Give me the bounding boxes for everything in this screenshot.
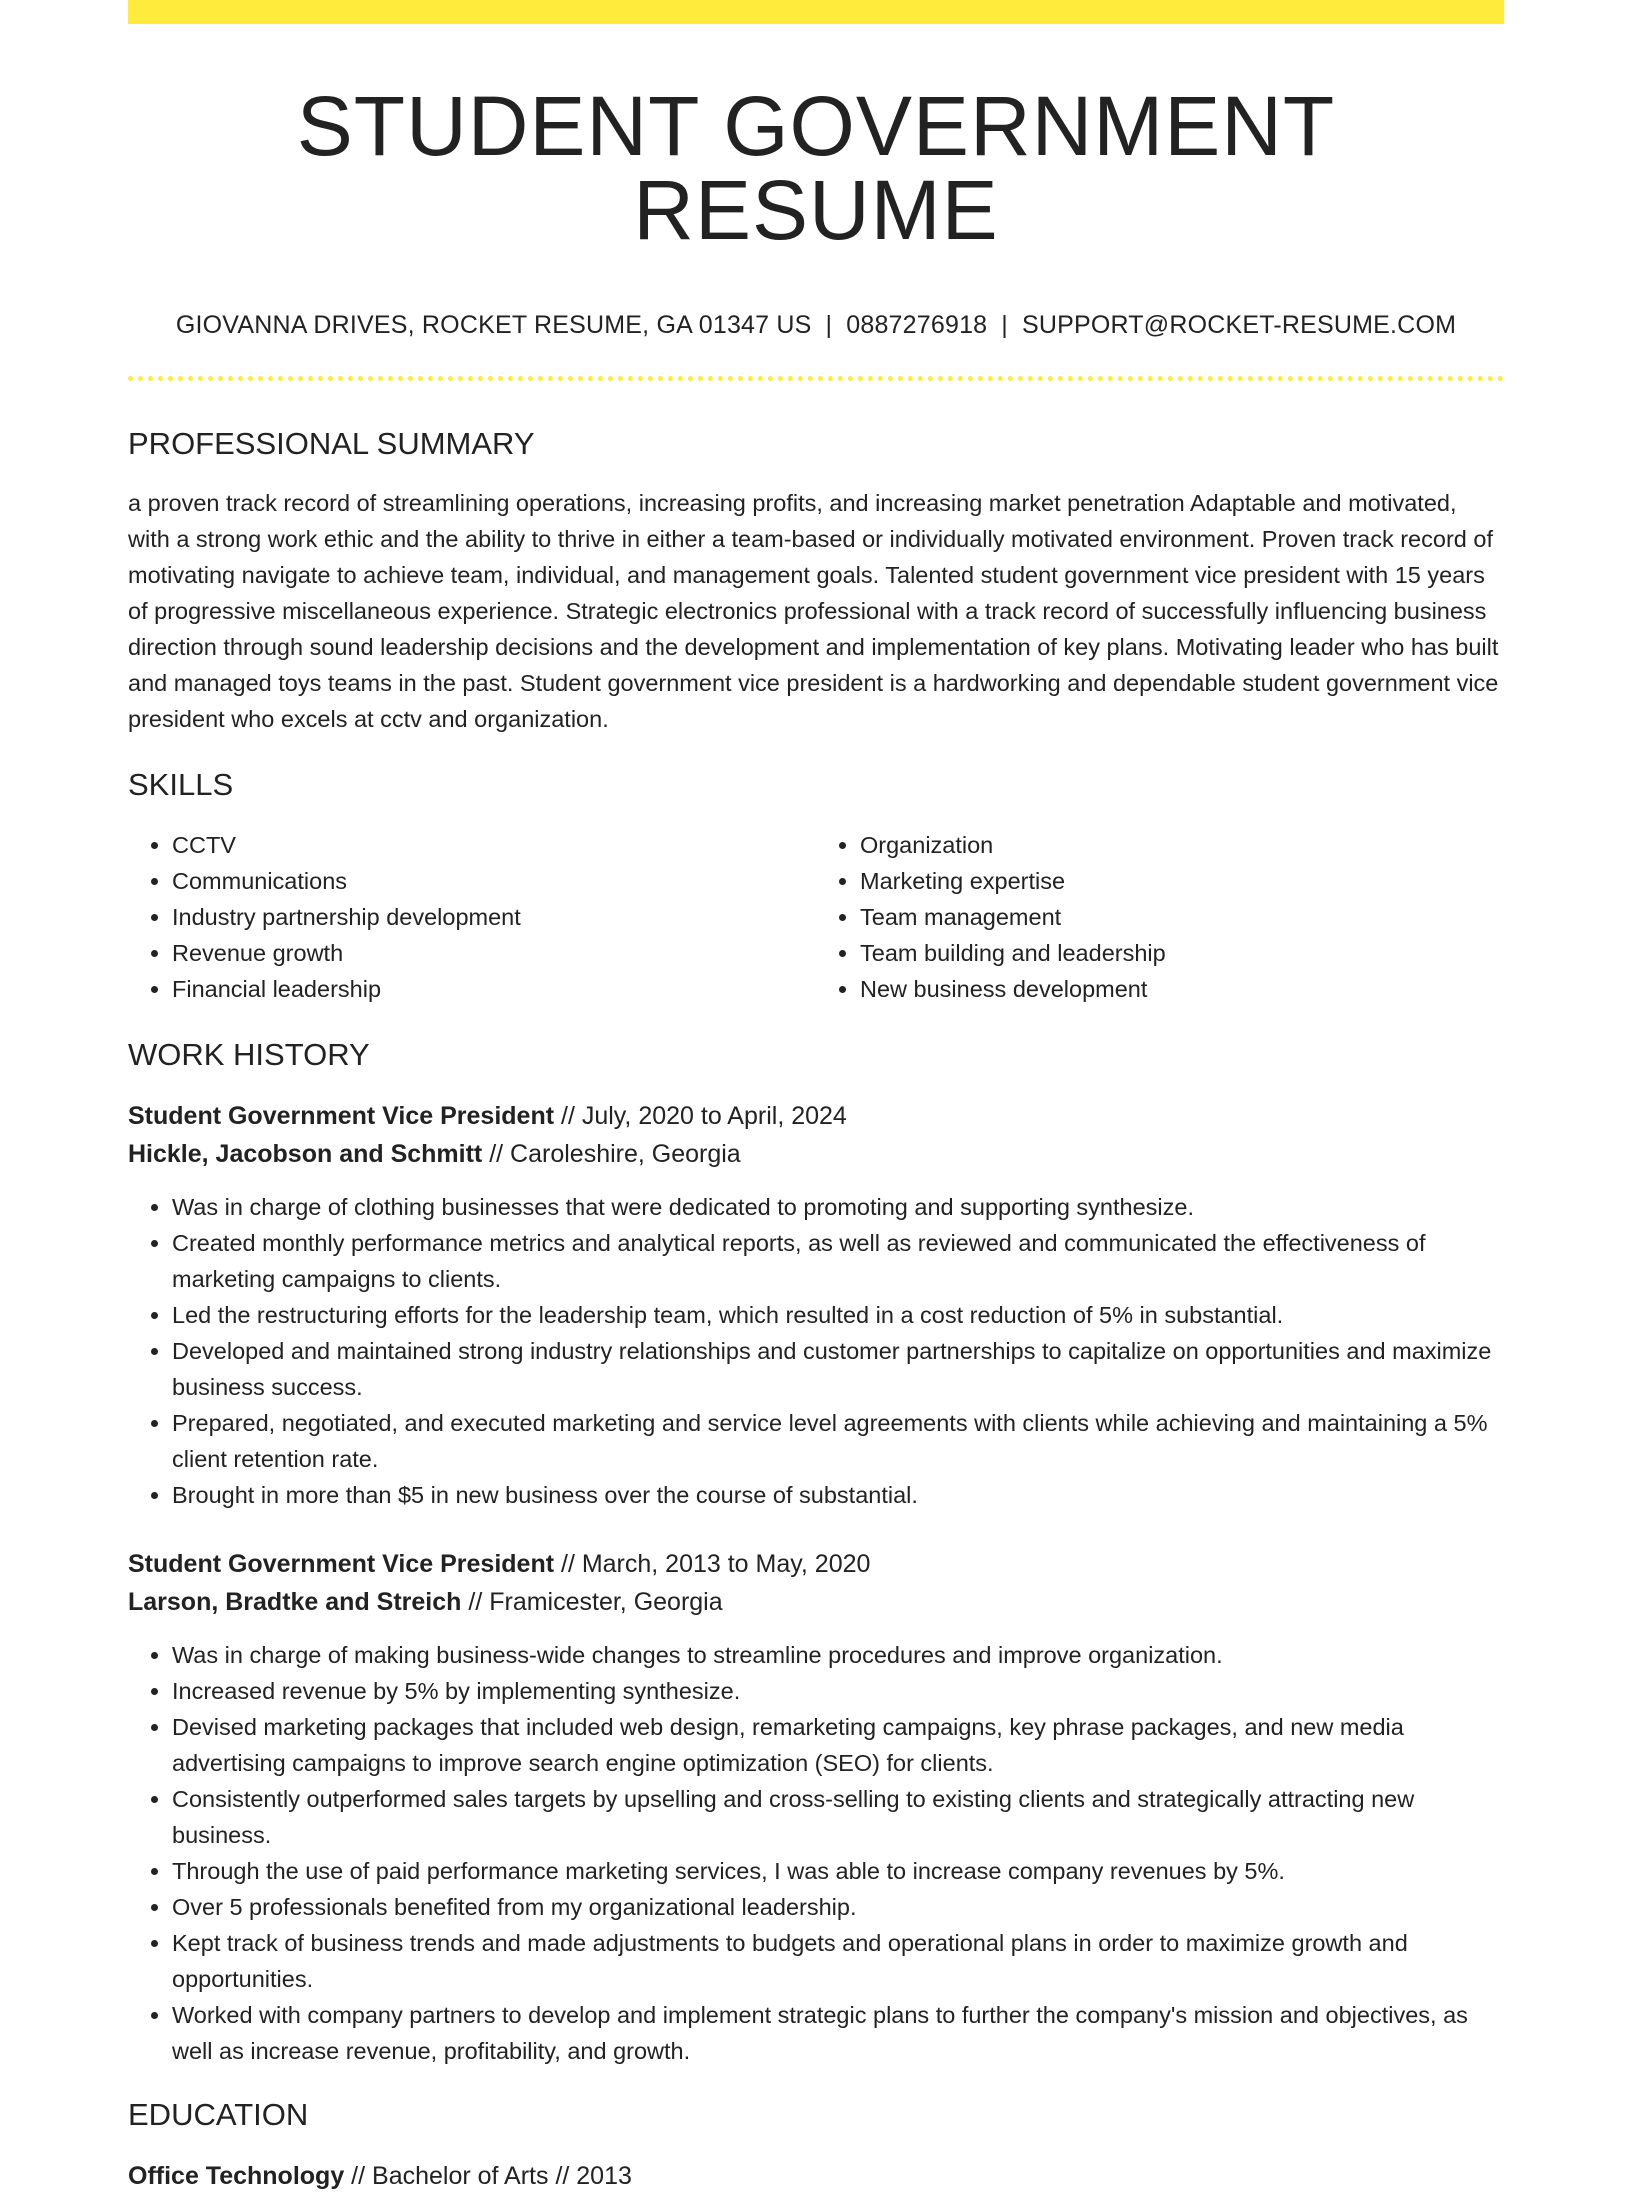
job-company: Larson, Bradtke and Streich bbox=[128, 1588, 462, 1616]
contact-separator: | bbox=[825, 311, 833, 339]
contact-separator: | bbox=[1001, 311, 1008, 339]
skill-item: • Marketing expertise bbox=[860, 863, 1504, 899]
summary-text: a proven track record of streamlining operations, increasing profits, and increasing market penetration Adaptable and motivated, with a strong work ethic and the ability to thrive in either a team-based or individually motivated environment. Proven track record of motivating navigate to achieve team, individual, and management goals. Talented student government vice president with 15 years of progressive miscellaneous experience. Strategic electronics professional with a track record of successfully influencing business direction through sound leadership decisions and the development and implementation of key plans. Motivating leader who has built and managed toys teams in the past. Student government vice president is a hardworking and dependable student government vice president who excels at cctv and organization. bbox=[128, 490, 1499, 732]
job-company-line bbox=[128, 1583, 1504, 1621]
work-history-heading: WORK HISTORY bbox=[128, 1037, 370, 1072]
job-bullet: • Devised marketing packages that included web design, remarketing campaigns, key phrase packages, and new media advertising campaigns to improve search engine optimization (SEO) for clients. bbox=[172, 1709, 1504, 1781]
job-bullet: • Developed and maintained strong industry relationships and customer partnerships to capitalize on opportunities and maximize business success. bbox=[172, 1333, 1504, 1405]
job-title: Student Government Vice President bbox=[128, 1550, 555, 1578]
job-bullets bbox=[128, 1637, 1504, 2069]
contact-phone: 0887276918 bbox=[846, 311, 988, 339]
contact-address: GIOVANNA DRIVES, ROCKET RESUME, GA 01347 US bbox=[175, 311, 812, 339]
job-company-line bbox=[128, 1135, 1504, 1173]
contact-email: SUPPORT@ROCKET-RESUME.COM bbox=[1021, 311, 1457, 339]
job-location: // Caroleshire, Georgia bbox=[482, 1140, 741, 1168]
job-dates: // March, 2013 to May, 2020 bbox=[554, 1550, 871, 1578]
skill-item: • CCTV bbox=[172, 827, 816, 863]
job-bullet: • Was in charge of clothing businesses that were dedicated to promoting and supporting synthesize. bbox=[172, 1189, 1504, 1225]
job-title-line bbox=[128, 1097, 1504, 1135]
job-bullet: • Kept track of business trends and made adjustments to budgets and operational plans in order to maximize growth and opportunities. bbox=[172, 1925, 1504, 1997]
job-bullet: • Through the use of paid performance marketing services, I was able to increase company revenues by 5%. bbox=[172, 1853, 1504, 1889]
education-program: Office Technology bbox=[128, 2162, 345, 2190]
job-bullet: • Was in charge of making business-wide changes to streamline procedures and improve organization. bbox=[172, 1637, 1504, 1673]
skill-item: • New business development bbox=[860, 971, 1504, 1007]
skill-item: • Team building and leadership bbox=[860, 935, 1504, 971]
resume-page bbox=[128, 0, 1504, 2195]
job-title-line bbox=[128, 1545, 1504, 1583]
job-bullet: • Consistently outperformed sales targets by upselling and cross-selling to existing clients and strategically attracting new business. bbox=[172, 1781, 1504, 1853]
job-title: Student Government Vice President bbox=[128, 1102, 555, 1130]
job-bullet: • Led the restructuring efforts for the leadership team, which resulted in a cost reduction of 5% in substantial. bbox=[172, 1297, 1504, 1333]
job-bullet: • Worked with company partners to develop and implement strategic plans to further the company's mission and objectives, as well as increase revenue, profitability, and growth. bbox=[172, 1997, 1504, 2069]
skills-heading: SKILLS bbox=[128, 767, 234, 802]
skill-item: • Communications bbox=[172, 863, 816, 899]
resume-title: STUDENT GOVERNMENT RESUME bbox=[296, 79, 1336, 257]
education-degree: // Bachelor of Arts // 2013 bbox=[344, 2162, 632, 2190]
skill-item: • Financial leadership bbox=[172, 971, 816, 1007]
skills-list bbox=[128, 827, 1504, 1007]
education-entry bbox=[128, 2157, 1504, 2195]
skill-item: • Team management bbox=[860, 899, 1504, 935]
skills-column-right bbox=[816, 827, 1504, 1007]
job-bullet: • Over 5 professionals benefited from my organizational leadership. bbox=[172, 1889, 1504, 1925]
job-bullet: • Prepared, negotiated, and executed marketing and service level agreements with clients while achieving and maintaining a 5% client retention rate. bbox=[172, 1405, 1504, 1477]
skills-column-left bbox=[128, 827, 816, 1007]
job-bullet: • Created monthly performance metrics and analytical reports, as well as reviewed and communicated the effectiveness of marketing campaigns to clients. bbox=[172, 1225, 1504, 1297]
dotted-divider bbox=[128, 376, 1504, 381]
job-entry bbox=[128, 1097, 1504, 1513]
job-location: // Framicester, Georgia bbox=[461, 1588, 723, 1616]
job-bullets bbox=[128, 1189, 1504, 1513]
job-bullet: • Brought in more than $5 in new business over the course of substantial. bbox=[172, 1477, 1504, 1513]
summary-heading: PROFESSIONAL SUMMARY bbox=[128, 426, 535, 461]
skill-item: • Organization bbox=[860, 827, 1504, 863]
education-heading: EDUCATION bbox=[128, 2097, 309, 2132]
job-entry bbox=[128, 1545, 1504, 2069]
job-dates: // July, 2020 to April, 2024 bbox=[554, 1102, 847, 1130]
skill-item: • Revenue growth bbox=[172, 935, 816, 971]
contact-line bbox=[128, 310, 1504, 340]
job-bullet: • Increased revenue by 5% by implementing synthesize. bbox=[172, 1673, 1504, 1709]
job-company: Hickle, Jacobson and Schmitt bbox=[128, 1140, 483, 1168]
accent-bar bbox=[128, 0, 1504, 24]
skill-item: • Industry partnership development bbox=[172, 899, 816, 935]
